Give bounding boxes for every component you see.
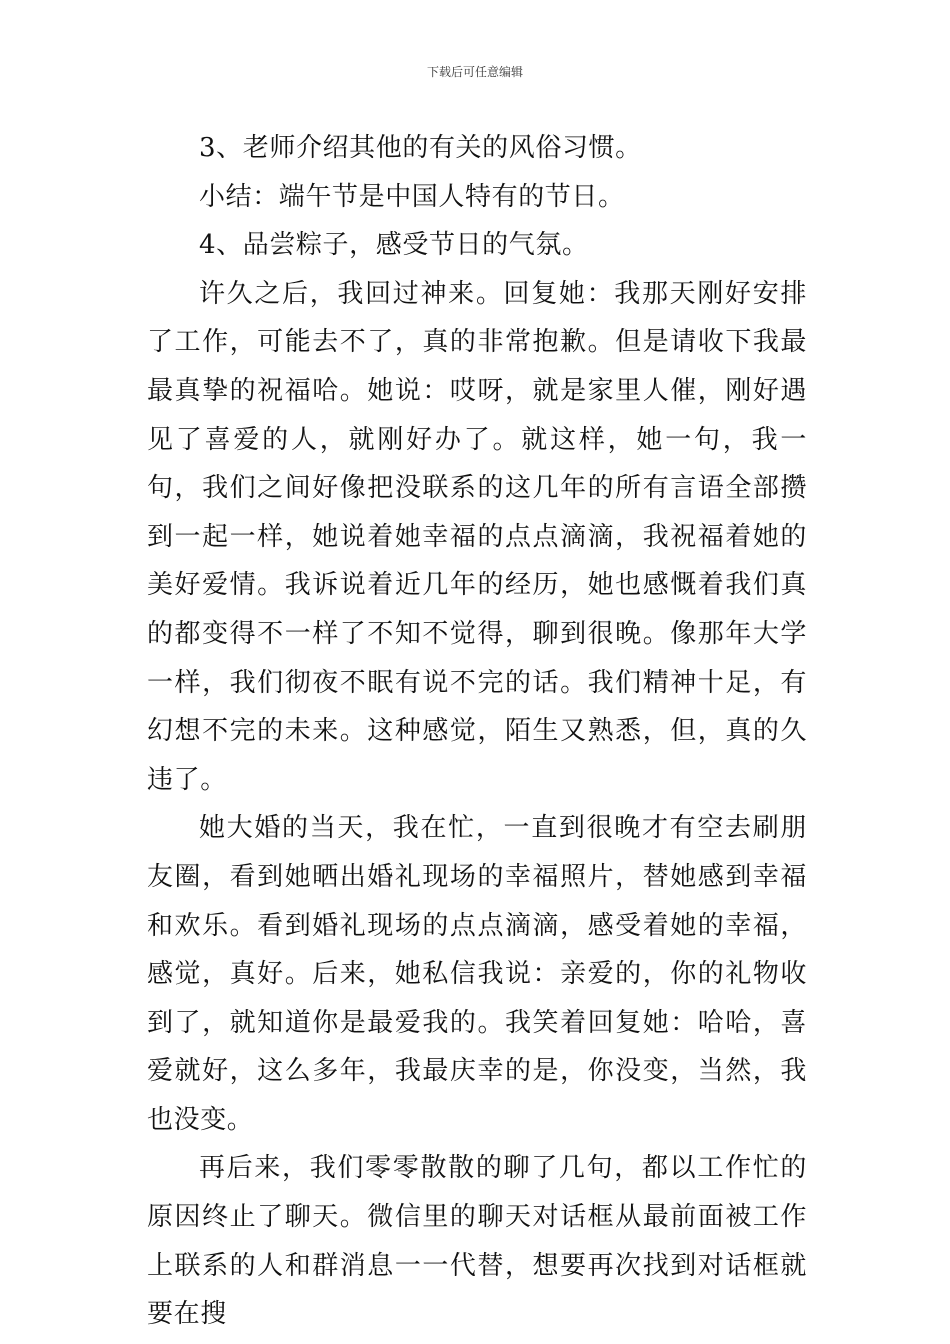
paragraph-2: 小结：端午节是中国人特有的节日。 <box>199 181 625 212</box>
paragraph-3: 4、品尝粽子，感受节日的气氛。 <box>199 230 589 261</box>
document-body <box>147 124 807 1339</box>
paragraph-4: 许久之后，我回过神来。回复她：我那天刚好安排了工作，可能去不了，真的非常抱歉。但是请收下我最最真挚的祝福哈。她说：哎呀，就是家里人催，刚好遇见了喜爱的人，就刚好办了。就这样，她一句，我一句，我们之间好像把没联系的这几年的所有言语全部攒到一起一样，她说着她幸福的点点滴滴，我祝福着她的美好爱情。我诉说着近几年的经历，她也感慨着我们真的都变得不一样了不知不觉得，聊到很晚。像那年大学一样，我们彻夜不眠有说不完的话。我们精神十足，有幻想不完的未来。这种感觉，陌生又熟悉，但，真的久违了。 <box>147 278 807 795</box>
header-note: 下载后可任意编辑 <box>426 65 523 79</box>
paragraph-5: 她大婚的当天，我在忙，一直到很晚才有空去刷朋友圈，看到她晒出婚礼现场的幸福照片，替她感到幸福和欢乐。看到婚礼现场的点点滴滴，感受着她的幸福，感觉，真好。后来，她私信我说：亲爱的，你的礼物收到了，就知道你是最爱我的。我笑着回复她：哈哈，喜爱就好，这么多年，我最庆幸的是，你没变，当然，我也没变。 <box>147 813 807 1135</box>
paragraph-6: 再后来，我们零零散散的聊了几句，都以工作忙的原因终止了聊天。微信里的聊天对话框从最前面被工作上联系的人和群消息一一代替，想要再次找到对话框就要在搜 <box>147 1153 807 1330</box>
paragraph-1: 3、老师介绍其他的有关的风俗习惯。 <box>199 133 642 163</box>
